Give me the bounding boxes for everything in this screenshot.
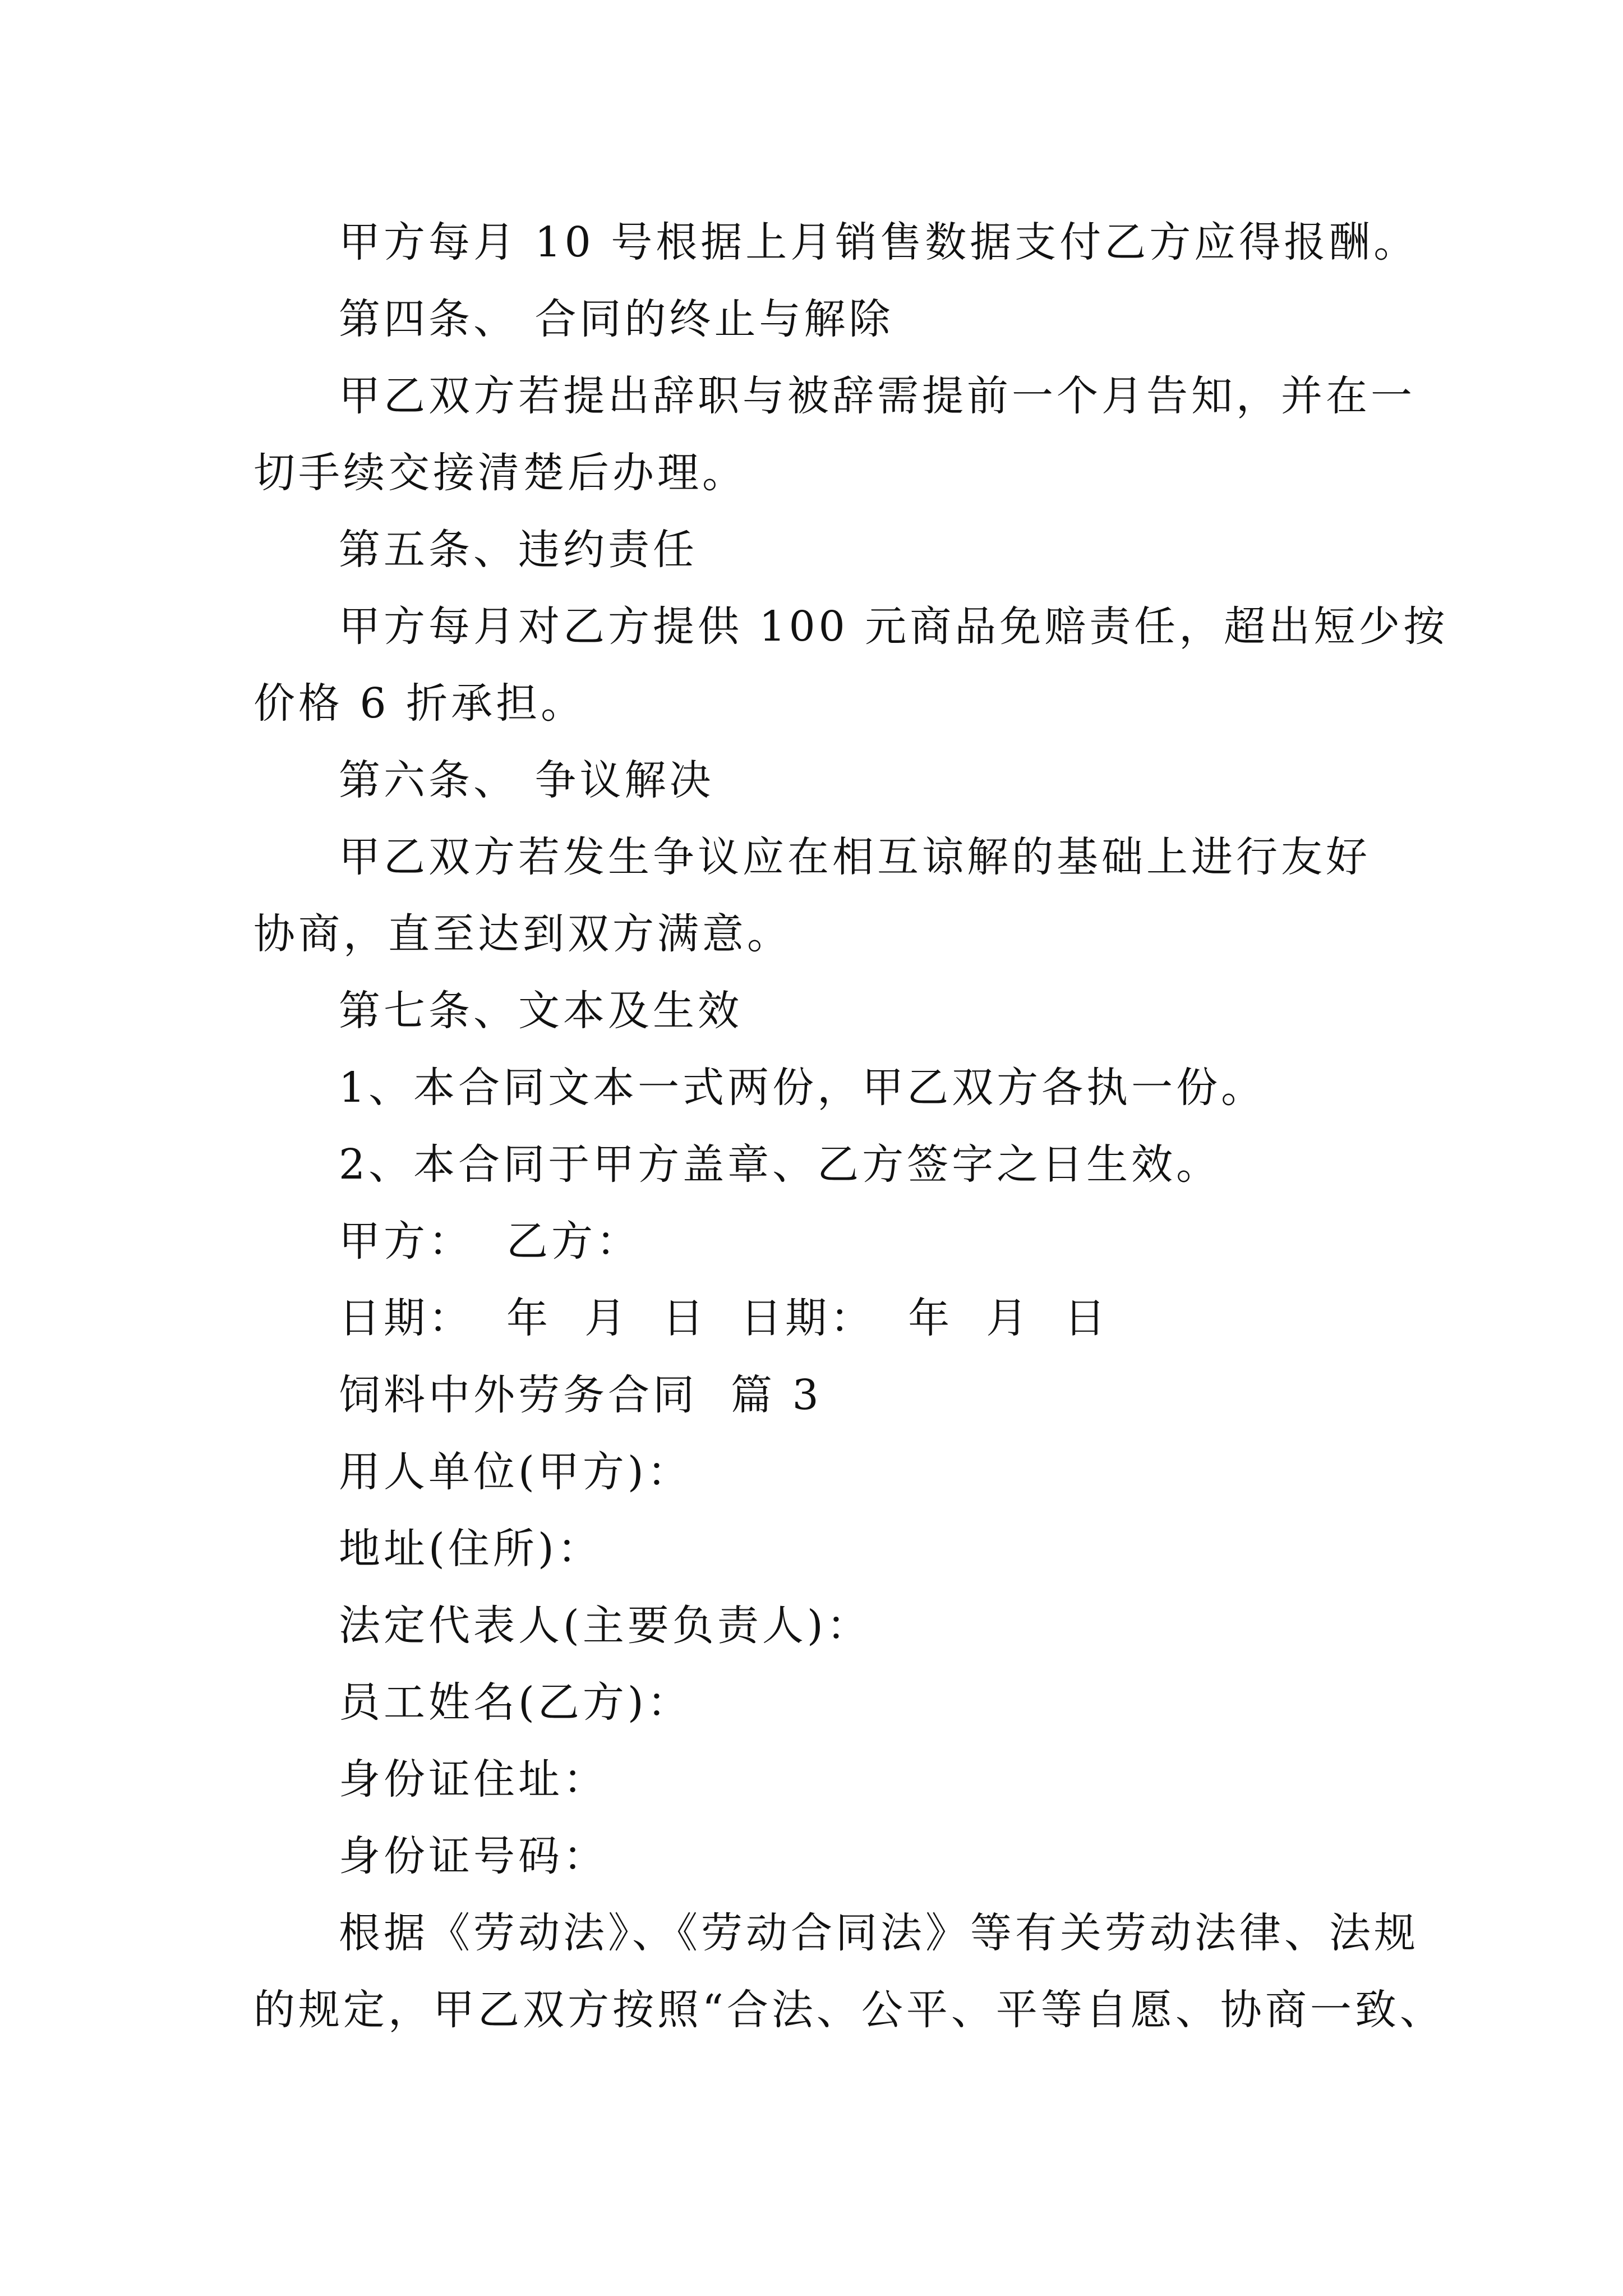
- field-employer: 用人单位(甲方)：: [339, 1448, 692, 1496]
- field-id-number: 身份证号码：: [339, 1832, 608, 1880]
- field-address: 地址(住所)：: [339, 1525, 602, 1573]
- paragraph-basis-line-1: 根据《劳动法》、《劳动合同法》等有关劳动法律、法规: [339, 1909, 1419, 1957]
- paragraph-dispute-line-1: 甲乙双方若发生争议应在相互谅解的基础上进行友好: [339, 833, 1371, 881]
- paragraph-dispute-line-2: 协商，直至达到双方满意。: [253, 910, 792, 958]
- paragraph-payment: 甲方每月 10 号根据上月销售数据支付乙方应得报酬。: [339, 218, 1419, 266]
- paragraph-basis-line-2: 的规定，甲乙双方按照“合法、公平、平等自愿、协商一致、: [253, 1986, 1445, 2034]
- field-id-address: 身份证住址：: [339, 1755, 608, 1803]
- paragraph-termination-line-2: 切手续交接清楚后办理。: [253, 449, 747, 497]
- paragraph-liability-line-1: 甲方每月对乙方提供 100 元商品免赔责任，超出短少按: [339, 602, 1449, 651]
- heading-article-4: 第四条、 合同的终止与解除: [339, 295, 894, 343]
- signature-dates: 日期： 年 月 日 日期： 年 月 日: [339, 1294, 1109, 1342]
- paragraph-liability-line-2: 价格 6 折承担。: [253, 679, 586, 728]
- heading-article-7: 第七条、文本及生效: [339, 987, 743, 1035]
- clause-effective: 2、本合同于甲方盖章、乙方签字之日生效。: [339, 1140, 1221, 1189]
- heading-article-6: 第六条、 争议解决: [339, 756, 714, 804]
- contract-title-3: 饲料中外劳务合同 篇 3: [339, 1371, 822, 1419]
- paragraph-termination-line-1: 甲乙双方若提出辞职与被辞需提前一个月告知，并在一: [339, 372, 1415, 420]
- clause-copies: 1、本合同文本一式两份，甲乙双方各执一份。: [339, 1064, 1266, 1112]
- heading-article-5: 第五条、违约责任: [339, 526, 698, 574]
- field-employee-name: 员工姓名(乙方)：: [339, 1678, 692, 1727]
- signature-parties: 甲方： 乙方：: [339, 1217, 642, 1266]
- field-legal-representative: 法定代表人(主要负责人)：: [339, 1602, 872, 1650]
